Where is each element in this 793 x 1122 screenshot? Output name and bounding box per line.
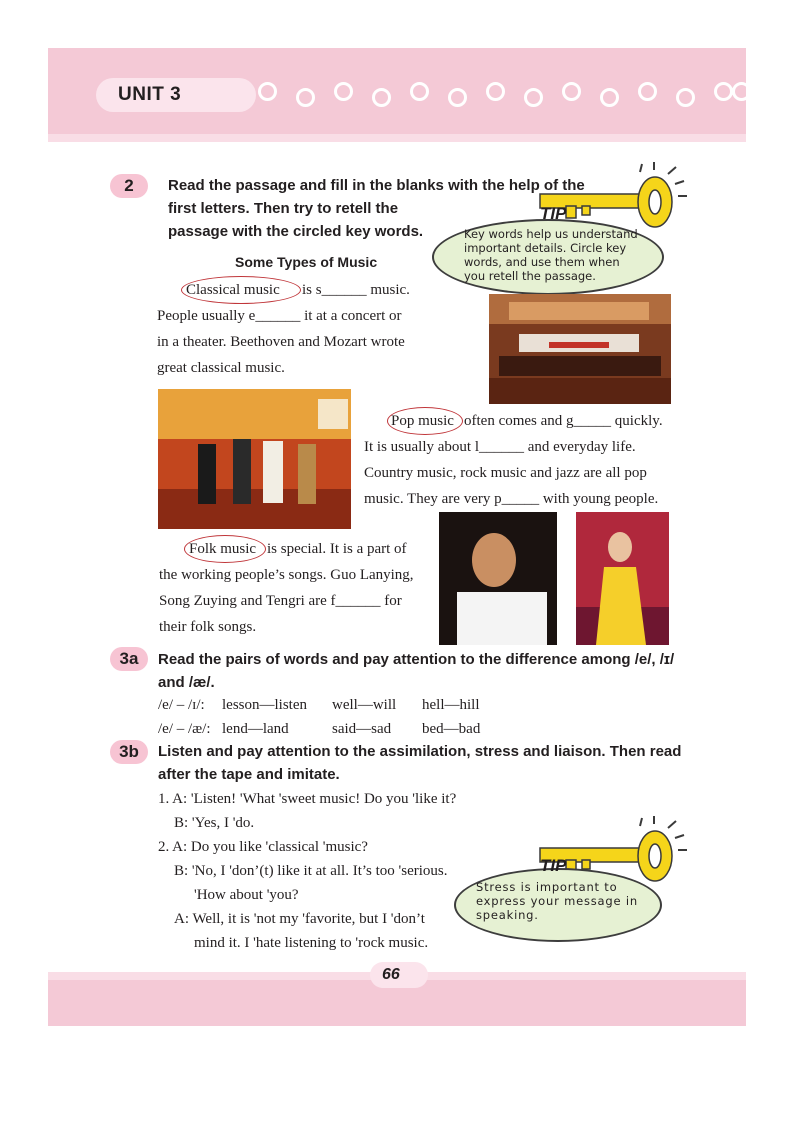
dialogue-line: 'How about 'you? — [194, 887, 299, 903]
pop-concert-photo — [158, 389, 351, 529]
word-pair: lesson—listen — [222, 697, 307, 713]
dialogue-line: 2. A: Do you like 'classical 'music? — [158, 839, 368, 855]
para-line: the working people’s songs. Guo Lanying, — [159, 567, 414, 583]
word-pair: said—sad — [332, 721, 392, 737]
exercise-instruction: Read the passage and fill in the blanks with the help of the first letters. Then try to retell the passage with the circled key words. — [168, 177, 585, 240]
word-pair: bed—bad — [422, 721, 481, 737]
decorative-rings — [258, 82, 746, 110]
phonetic-label: /e/ – /æ/: — [158, 721, 211, 737]
para-line: in a theater. Beethoven and Mozart wrote — [157, 334, 405, 350]
exercise-number: 3b — [110, 740, 148, 764]
unit-title: UNIT 3 — [118, 84, 182, 105]
page-number: 66 — [382, 966, 400, 983]
dialogue-line: A: Well, it is 'not my 'favorite, but I 'don’t — [174, 911, 425, 927]
exercise-instruction: Listen and pay attention to the assimilation, stress and liaison. Then read after the tape and imitate. — [158, 743, 682, 783]
para-line: their folk songs. — [159, 619, 257, 635]
exercise-instruction: Read the pairs of words and pay attention to the difference among /e/, /ɪ/ and /æ/. — [158, 651, 675, 691]
para-line: Country music, rock music and jazz are all pop — [364, 465, 647, 481]
para-line: is s______ music. — [302, 282, 410, 298]
para-line: Song Zuying and Tengri are f______ for — [159, 593, 402, 609]
dialogue-line: B: 'Yes, I 'do. — [174, 815, 255, 831]
dialogue-line: 1. A: 'Listen! 'What 'sweet music! Do you 'like it? — [158, 791, 457, 807]
singer-photo-tengri — [439, 512, 557, 645]
phonetic-label: /e/ – /ɪ/: — [158, 697, 205, 713]
orchestra-photo — [489, 294, 671, 404]
tip-text: Stress is important to express your message in speaking. — [476, 880, 638, 922]
para-line: great classical music. — [157, 360, 285, 376]
word-pair: well—will — [332, 697, 397, 713]
para-line: music. They are very p_____ with young people. — [364, 491, 659, 507]
word-pair: hell—hill — [422, 697, 480, 713]
para-line: It is usually about l______ and everyday life. — [364, 439, 636, 455]
para-line: is special. It is a part of — [267, 541, 407, 557]
keyword-folk: Folk music — [189, 541, 257, 557]
tip-label: TIP — [540, 856, 567, 875]
keyword-classical: Classical music — [186, 282, 280, 298]
passage-title: Some Types of Music — [235, 254, 378, 270]
word-pair: lend—land — [222, 721, 289, 737]
dialogue-line: B: 'No, I 'don’(t) like it at all. It’s too 'serious. — [174, 863, 448, 879]
dialogue-line: mind it. I 'hate listening to 'rock music. — [194, 935, 429, 951]
keyword-pop: Pop music — [391, 413, 454, 429]
exercise-number: 3a — [110, 647, 148, 671]
para-line: often comes and g_____ quickly. — [464, 413, 663, 429]
tip-label: TIP — [540, 204, 567, 223]
para-line: People usually e______ it at a concert or — [157, 308, 402, 324]
exercise-number: 2 — [110, 174, 148, 198]
tip-text: Key words help us understand important details. Circle key words, and use them when you retell the passage. — [464, 227, 638, 283]
singer-photo-song-zuying — [576, 512, 669, 645]
header-strip — [48, 134, 746, 142]
